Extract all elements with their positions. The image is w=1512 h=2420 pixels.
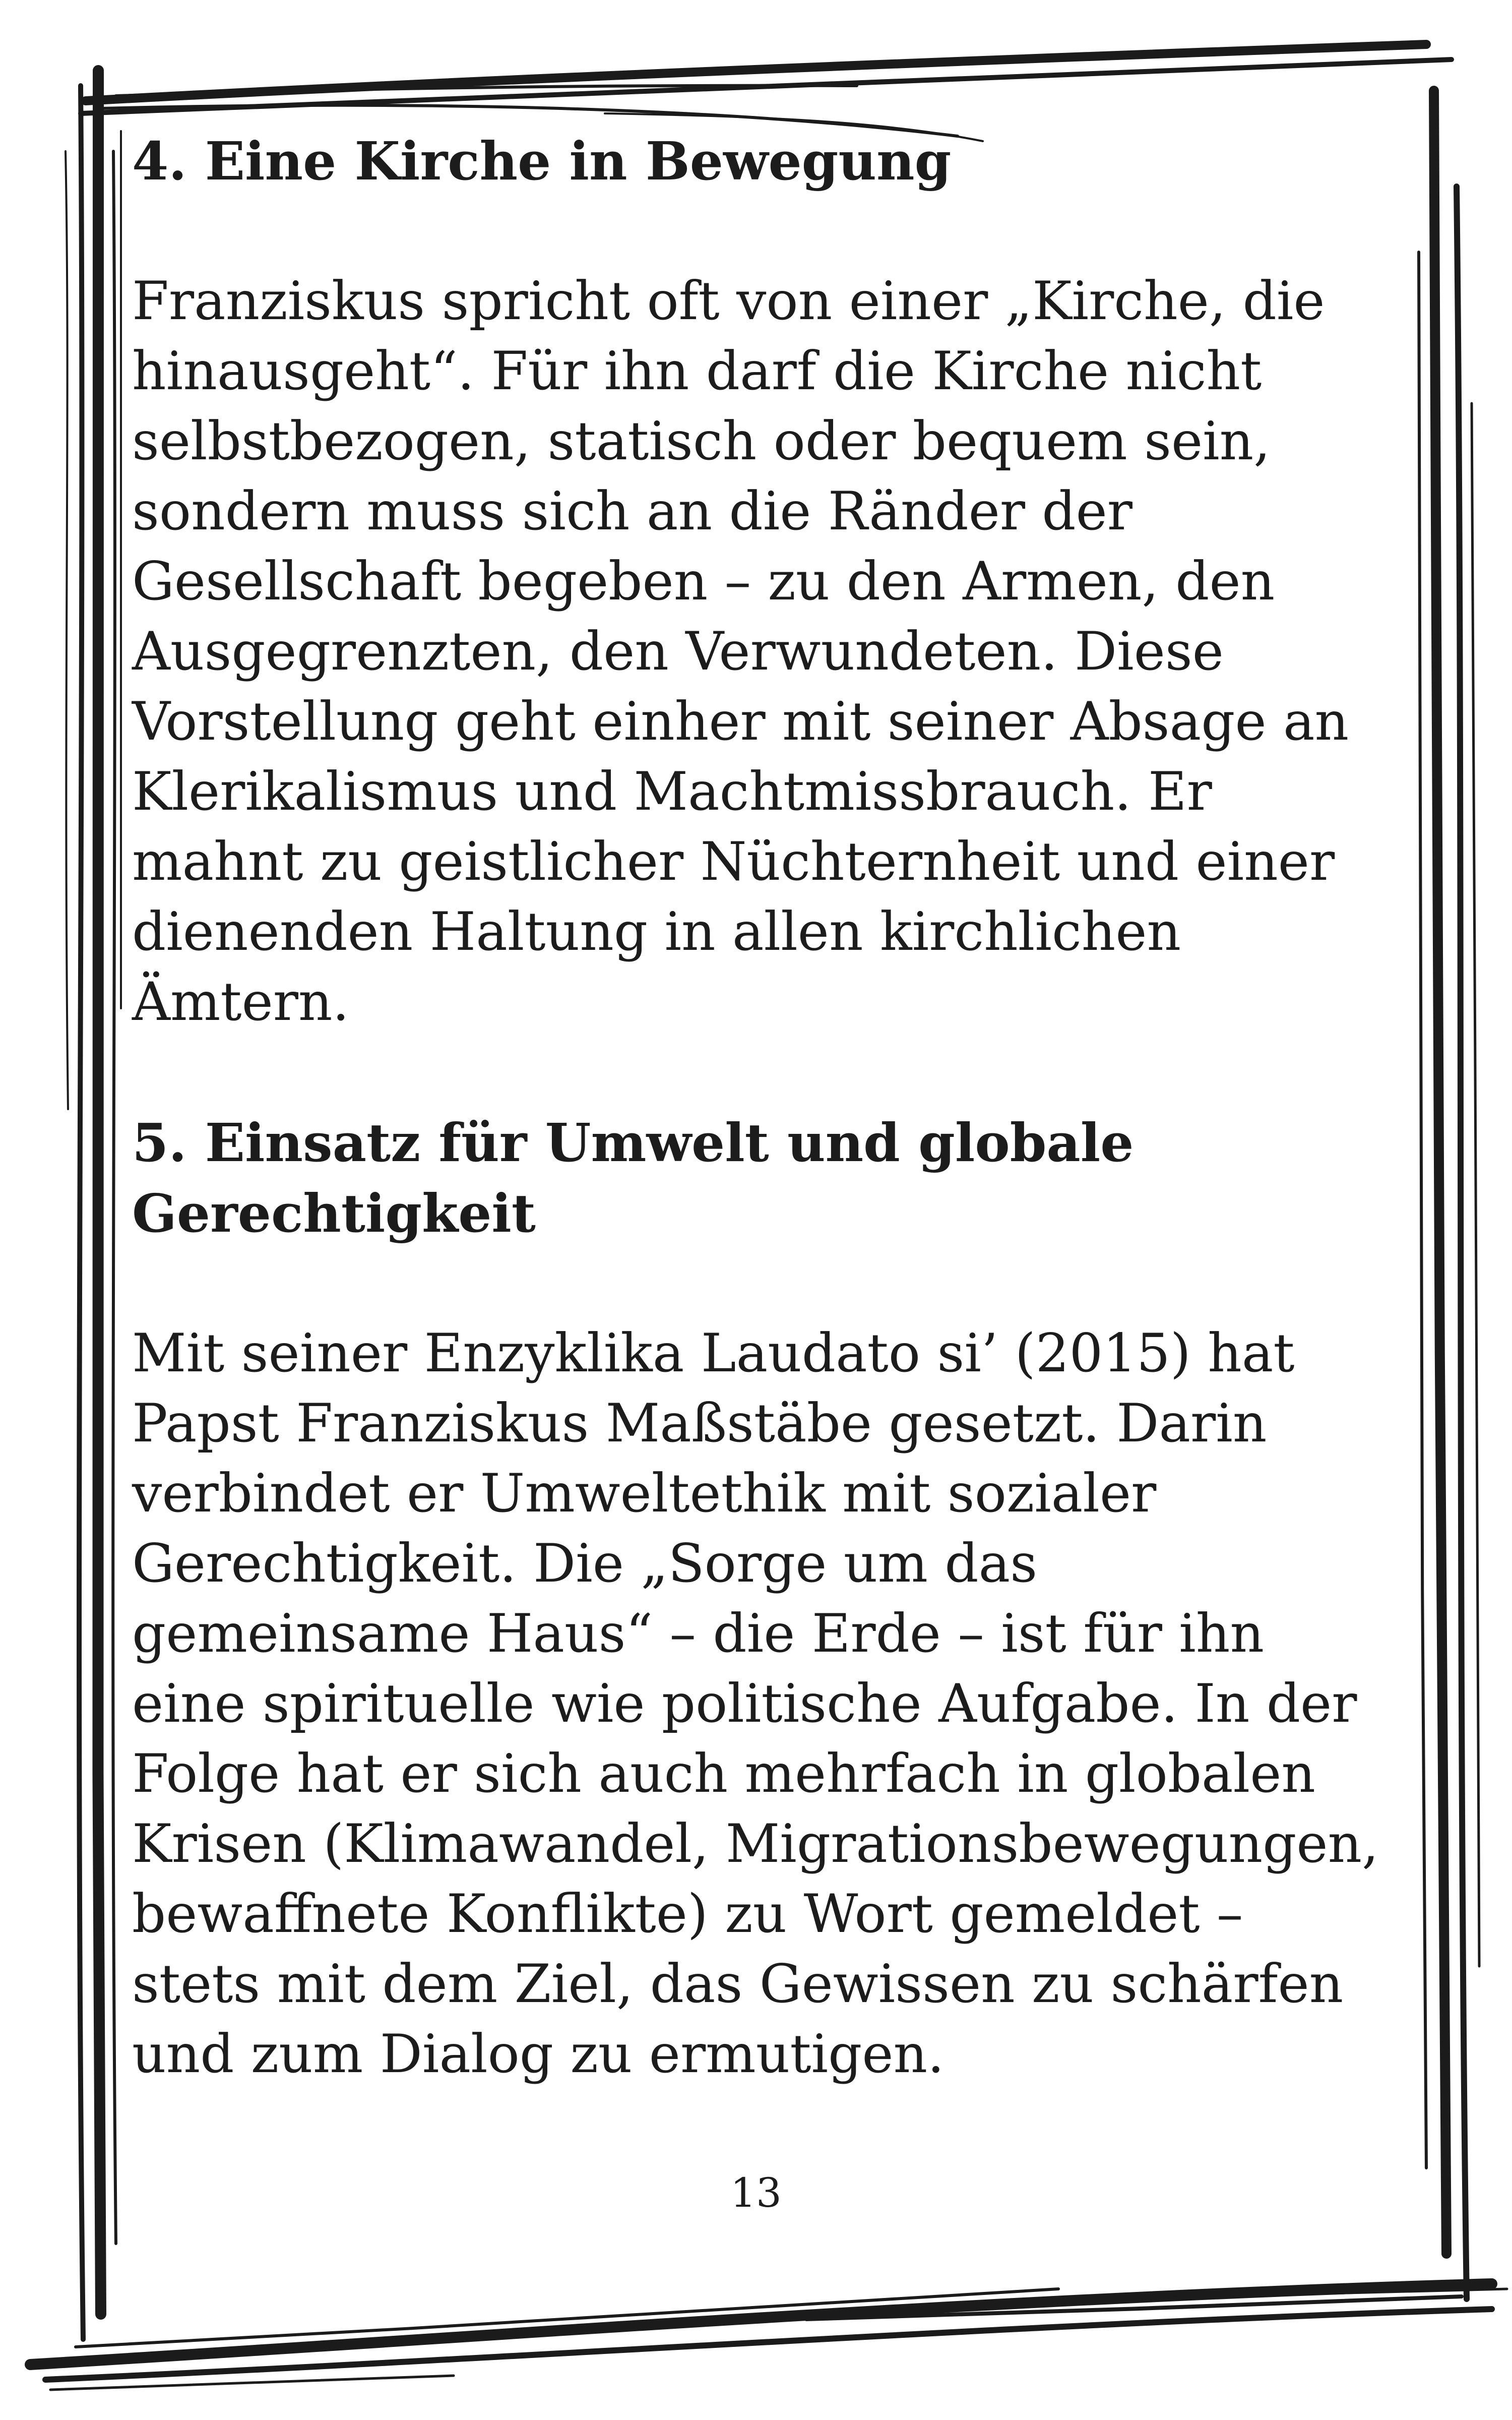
section-heading: 5. Einsatz für Umwelt und globale Gerechtigkeit xyxy=(132,1112,1134,1244)
section-paragraph: Franziskus spricht oft von einer „Kirche, die hinausgeht“. Für ihn darf die Kirche nicht selbstbezogen, statisch oder bequem sein, sondern muss sich an die Ränder der Gesellschaft begeben – zu den Armen, den Ausgegrenzten, den Verwundeten. Diese Vorstellung geht einher mit seiner Absage an Klerikalismus und Machtmissbrauch. Er mahnt zu geistlicher Nüchternheit und einer dienenden Haltung in allen kirchlichen Ämtern. xyxy=(132,270,1349,1033)
section-heading: 4. Eine Kirche in Bewegung xyxy=(132,130,952,192)
page-content xyxy=(132,126,1382,2089)
page-number: 13 xyxy=(730,2169,782,2216)
section-paragraph: Mit seiner Enzyklika Laudato si’ (2015) hat Papst Franziskus Maßstäbe gesetzt. Darin verbindet er Umweltethik mit sozialer Gerechtigkeit. Die „Sorge um das gemeinsame Haus“ – die Erde – ist für ihn eine spirituelle wie politische Aufgabe. In der Folge hat er sich auch mehrfach in globalen Krisen (Klimawandel, Migrationsbewegungen, bewaffnete Konflikte) zu Wort gemeldet – stets mit dem Ziel, das Gewissen zu schärfen und zum Dialog zu ermutigen. xyxy=(132,1322,1379,2085)
